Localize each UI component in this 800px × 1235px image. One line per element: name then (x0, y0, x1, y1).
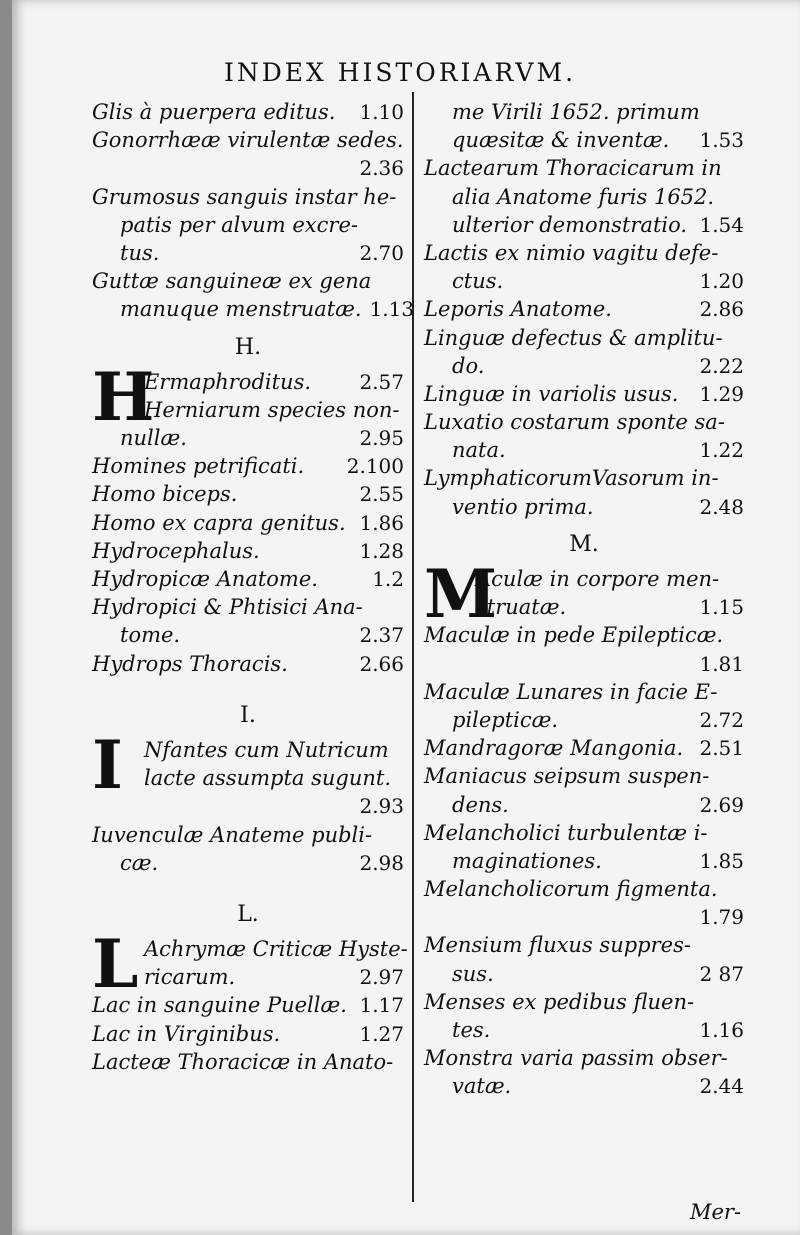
entry-text: Hydropici & Phtisici Ana- (92, 595, 363, 620)
entry-text: Ermaphroditus. (144, 369, 312, 394)
entry-text: ctus. (452, 269, 504, 294)
index-entry-line (424, 875, 744, 903)
index-entry-line (92, 154, 404, 182)
index-entry-line (424, 819, 744, 847)
l-entries (92, 925, 408, 1076)
entry-text: manuque menstruatæ. (120, 297, 362, 322)
entry-text: Lacteæ Thoracicæ in Anato- (92, 1049, 394, 1074)
entry-text: Leporis Anatome. (424, 297, 612, 322)
entry-page-ref: 1.53 (699, 128, 744, 153)
entry-text: tus. (120, 240, 160, 265)
entry-page-ref: 2.98 (359, 850, 404, 875)
index-entry-line (424, 324, 744, 352)
index-entry-line (92, 849, 404, 877)
index-entry-line (92, 621, 404, 649)
index-entry-line (424, 678, 744, 706)
entry-page-ref: 1.15 (699, 595, 744, 620)
index-entry-line (92, 1020, 404, 1048)
entry-text: Gonorrhææ virulentæ sedes. (92, 128, 404, 153)
entry-text: Maculæ Lunares in facie E- (424, 679, 718, 704)
entry-page-ref: 1.2 (372, 567, 404, 591)
entry-page-ref: 2.57 (359, 369, 404, 394)
index-entry-line (92, 593, 404, 621)
entry-text: vatæ. (452, 1074, 512, 1099)
entry-text: struatæ. (476, 595, 567, 620)
index-entry-line (424, 380, 744, 408)
entry-page-ref: 1.79 (699, 905, 744, 930)
entry-page-ref: 1.10 (359, 100, 404, 124)
entry-page-ref: 2.37 (359, 623, 404, 648)
h-entries-block (92, 357, 404, 678)
index-entry-line (92, 295, 415, 323)
index-entry-line (92, 792, 404, 820)
index-entry-line (424, 650, 744, 678)
entry-text: ricarum. (144, 965, 236, 990)
entry-text: Luxatio costarum sponte sa- (424, 410, 725, 435)
drop-cap-h: H (92, 357, 155, 436)
entry-page-ref: 2.44 (699, 1074, 744, 1099)
index-entry-line (424, 1044, 744, 1072)
index-entry-line (92, 267, 404, 295)
entry-page-ref: 2.95 (359, 426, 404, 451)
l-entries-block (92, 925, 408, 1076)
page-header: INDEX HISTORIARVM. (223, 58, 577, 87)
index-entry-line (92, 537, 404, 565)
entry-page-ref: 2.70 (359, 240, 404, 265)
entry-page-ref: 1.16 (699, 1018, 744, 1042)
left-column (92, 98, 415, 1076)
entry-text: Maniacus seipsum suspen- (424, 764, 710, 789)
entry-text: Mandragoræ Mangonia. (424, 736, 684, 761)
index-entry-line (424, 267, 744, 295)
index-entry-line (92, 991, 404, 1019)
index-entry-line (424, 183, 744, 211)
entry-text: quæsitæ & inventæ. (452, 128, 670, 153)
section-heading-m: M. (569, 531, 599, 557)
entry-page-ref: 1.27 (359, 1021, 404, 1046)
entry-text: Homo ex capra genitus. (92, 510, 346, 535)
index-entry-line (424, 493, 744, 521)
entry-text: alia Anatome furis 1652. (452, 184, 715, 209)
entry-page-ref: 1.22 (699, 438, 744, 463)
entry-text: ventio prima. (452, 494, 594, 519)
index-entry-line (92, 821, 404, 849)
index-entry-line (424, 903, 744, 931)
entry-text: Melancholici turbulentæ i- (424, 820, 708, 845)
entry-text: Glis à puerpera editus. (92, 100, 336, 124)
entry-text: Homines petrificati. (92, 454, 305, 479)
m-entries (424, 555, 744, 1101)
index-entry-line (424, 98, 744, 126)
entry-page-ref: 2.86 (699, 297, 744, 322)
index-entry-line (92, 509, 404, 537)
entry-text: Monstra varia passim obser- (424, 1046, 728, 1071)
entry-page-ref: 2 87 (699, 961, 744, 986)
entry-page-ref: 1.85 (699, 848, 744, 873)
index-entry-line (92, 1048, 404, 1076)
index-entry-line (424, 1072, 744, 1100)
entry-page-ref: 2.72 (699, 707, 744, 732)
entry-text: sus. (452, 961, 494, 986)
entry-text: Lac in sanguine Puellæ. (92, 993, 347, 1018)
index-entry-line (92, 565, 404, 593)
entry-page-ref: 2.48 (699, 494, 744, 519)
entry-text: maginationes. (452, 848, 602, 873)
entry-text: Maculæ in pede Epilepticæ. (424, 623, 724, 648)
index-entry-line (424, 295, 744, 323)
entry-text: Lac in Virginibus. (92, 1021, 281, 1046)
index-entry-line (424, 239, 744, 267)
index-entry-line (92, 98, 404, 126)
index-entry-line (92, 239, 404, 267)
drop-cap-i: I (92, 725, 123, 804)
i-entries-block (92, 725, 404, 877)
index-entry-line (424, 960, 744, 988)
index-entry-line (424, 762, 744, 790)
index-entry-line (424, 352, 744, 380)
entry-page-ref: 1.81 (699, 651, 744, 676)
entry-page-ref: 2.22 (699, 353, 744, 378)
entry-text: nullæ. (120, 426, 187, 451)
entry-text: Menses ex pedibus fluen- (424, 989, 695, 1014)
entry-text: Hydropicæ Anatome. (92, 567, 318, 591)
index-entry-line (424, 706, 744, 734)
index-entry-line (424, 154, 744, 182)
entry-page-ref: 2.36 (359, 156, 404, 181)
index-entry-line (92, 736, 404, 764)
index-entry-line (92, 126, 404, 154)
drop-cap-m: M (424, 555, 498, 633)
m-entries-block (424, 555, 744, 1101)
entry-text: tome. (120, 623, 181, 648)
section-heading-h: H. (234, 334, 262, 360)
entry-text: cæ. (120, 850, 159, 875)
index-entry-line (424, 931, 744, 959)
index-entry-line (424, 464, 744, 492)
entry-text: do. (452, 353, 485, 378)
entry-page-ref: 1.13 (369, 297, 415, 322)
entry-text: lacte assumpta sugunt. (144, 766, 392, 791)
entry-page-ref: 1.28 (359, 538, 404, 563)
entry-text: Lactearum Thoracicarum in (424, 156, 722, 181)
entry-text: dens. (452, 792, 509, 817)
entry-text: Melancholicorum figmenta. (424, 877, 718, 902)
column-divider (412, 92, 414, 1202)
entry-text: Lactis ex nimio vagitu defe- (424, 240, 719, 265)
entry-page-ref: 2.100 (346, 454, 404, 479)
index-entry-line (92, 452, 404, 480)
entry-text: Hydrocephalus. (92, 538, 260, 563)
index-entry-line (92, 963, 404, 991)
entry-page-ref: 1.20 (699, 269, 744, 294)
entry-text: patis per alvum excre- (120, 212, 358, 237)
section-heading-l: L. (237, 901, 259, 927)
entry-text: Guttæ sanguineæ ex gena (92, 269, 372, 294)
index-entry-line (92, 764, 404, 792)
index-entry-line (424, 791, 744, 819)
entry-text: me Virili 1652. primum (452, 100, 700, 124)
entry-page-ref: 2.66 (359, 651, 404, 676)
entry-text: Nfantes cum Nutricum (144, 737, 389, 762)
index-entry-line (92, 650, 404, 678)
index-entry-line (424, 988, 744, 1016)
l-continued-entries (424, 98, 744, 521)
entry-text: Mensium fluxus suppres- (424, 933, 691, 958)
entry-page-ref: 1.86 (359, 510, 404, 535)
entry-page-ref: 2.97 (359, 965, 404, 990)
entry-text: Homo biceps. (92, 482, 238, 507)
entry-text: Grumosus sanguis instar he- (92, 184, 397, 209)
index-entry-line (424, 734, 744, 762)
entry-text: nata. (452, 438, 506, 463)
entry-page-ref: 2.69 (699, 792, 744, 817)
entry-text: Herniarum species non- (144, 397, 400, 422)
entry-text: Hydrops Thoracis. (92, 651, 288, 676)
index-entry-line (424, 1016, 744, 1044)
index-entry-line (424, 126, 744, 154)
index-entry-line (424, 211, 744, 239)
entry-text: Linguæ defectus & amplitu- (424, 325, 723, 350)
index-entry-line (424, 408, 744, 436)
entry-text: Iuvenculæ Anateme publi- (92, 822, 373, 847)
index-entry-line (92, 935, 408, 963)
entry-text: tes. (452, 1018, 491, 1042)
entry-text: Linguæ in variolis usus. (424, 381, 679, 406)
entry-text: pilepticæ. (452, 707, 559, 732)
entry-text: Aculæ in corpore men- (476, 567, 720, 591)
index-entry-line (92, 480, 404, 508)
entry-page-ref: 1.54 (699, 212, 744, 237)
entry-text: Achrymæ Criticæ Hyste- (144, 937, 408, 962)
drop-cap-l: L (92, 925, 139, 1004)
index-entry-line (92, 183, 404, 211)
catchword: Mer- (690, 1200, 742, 1224)
entry-page-ref: 1.17 (359, 993, 404, 1018)
g-entries (92, 98, 415, 324)
index-entry-line (424, 847, 744, 875)
index-entry-line (92, 211, 404, 239)
entry-page-ref: 2.93 (359, 794, 404, 819)
index-entry-line (424, 436, 744, 464)
entry-text: LymphaticorumVasorum in- (424, 466, 719, 491)
entry-page-ref: 2.55 (359, 482, 404, 507)
section-heading-i: I. (240, 702, 256, 728)
entry-page-ref: 1.29 (699, 381, 744, 406)
right-column (424, 98, 744, 1101)
entry-text: ulterior demonstratio. (452, 212, 688, 237)
entry-page-ref: 2.51 (699, 736, 744, 761)
i-entries (92, 725, 404, 877)
